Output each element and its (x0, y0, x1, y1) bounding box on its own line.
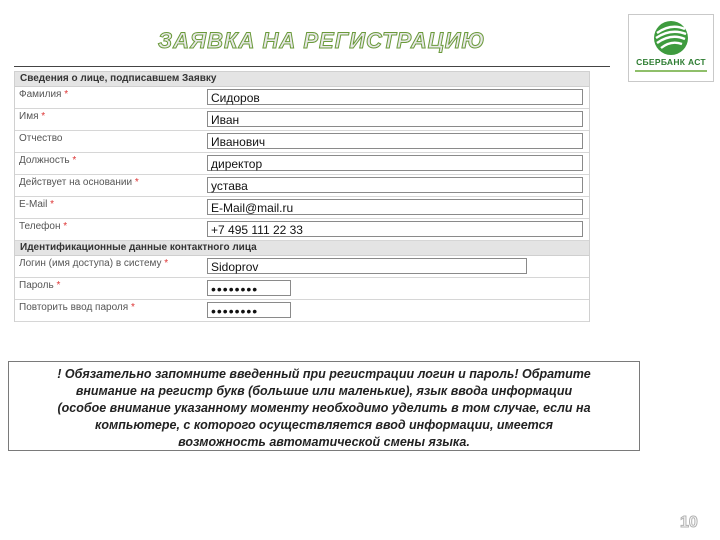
position-label: Должность * (19, 155, 77, 166)
position-input[interactable]: директор (207, 155, 583, 171)
sberbank-ast-logo (628, 14, 714, 82)
row-email (15, 197, 589, 219)
registration-form (14, 71, 590, 322)
firstname-label: Имя * (19, 111, 46, 122)
row-basis (15, 175, 589, 197)
row-lastname (15, 87, 589, 109)
row-position (15, 153, 589, 175)
basis-input[interactable]: устава (207, 177, 583, 193)
phone-label: Телефон * (19, 221, 68, 232)
row-login (15, 256, 589, 278)
phone-input[interactable]: +7 495 111 22 33 (207, 221, 583, 237)
lastname-input[interactable]: Сидоров (207, 89, 583, 105)
email-label: E-Mail * (19, 199, 55, 210)
page-title: ЗАЯВКА НА РЕГИСТРАЦИЮ (158, 28, 486, 53)
notice-line: ! Обязательно запомните введенный при регистрации логин и пароль! Обратите (57, 367, 591, 381)
patronymic-label: Отчество (19, 133, 63, 144)
login-input[interactable]: Sidoprov (207, 258, 527, 274)
notice-line: (особое внимание указанному моменту необходимо уделить в том случае, если на (57, 401, 591, 415)
row-phone (15, 219, 589, 241)
section-header-contact: Идентификационные данные контактного лица (15, 241, 589, 256)
patronymic-input[interactable]: Иванович (207, 133, 583, 149)
logo-underline (635, 70, 707, 72)
notice-line: возможность автоматической смены языка. (178, 435, 470, 449)
firstname-input[interactable]: Иван (207, 111, 583, 127)
row-password-repeat (15, 300, 589, 322)
login-label: Логин (имя доступа) в систему * (19, 258, 169, 269)
notice-line: компьютере, с которого осуществляется ввод информации, имеется (95, 418, 553, 432)
row-patronymic (15, 131, 589, 153)
password-input[interactable]: •••••••• (207, 280, 291, 296)
password-repeat-input[interactable]: •••••••• (207, 302, 291, 318)
password-repeat-label: Повторить ввод пароля * (19, 302, 135, 313)
notice-box (8, 361, 640, 451)
title-divider (14, 66, 610, 67)
row-password (15, 278, 589, 300)
email-input[interactable]: E-Mail@mail.ru (207, 199, 583, 215)
lastname-label: Фамилия * (19, 89, 69, 100)
section-header-person: Сведения о лице, подписавшем Заявку (15, 72, 589, 87)
sberbank-logo-icon (651, 19, 691, 57)
logo-text: СБЕРБАНК АСТ (636, 57, 706, 67)
notice-line: внимание на регистр букв (большие или маленькие), язык ввода информации (75, 384, 573, 398)
password-label: Пароль * (19, 280, 61, 291)
row-firstname (15, 109, 589, 131)
basis-label: Действует на основании * (19, 177, 139, 188)
page-number: 10 (680, 514, 698, 531)
